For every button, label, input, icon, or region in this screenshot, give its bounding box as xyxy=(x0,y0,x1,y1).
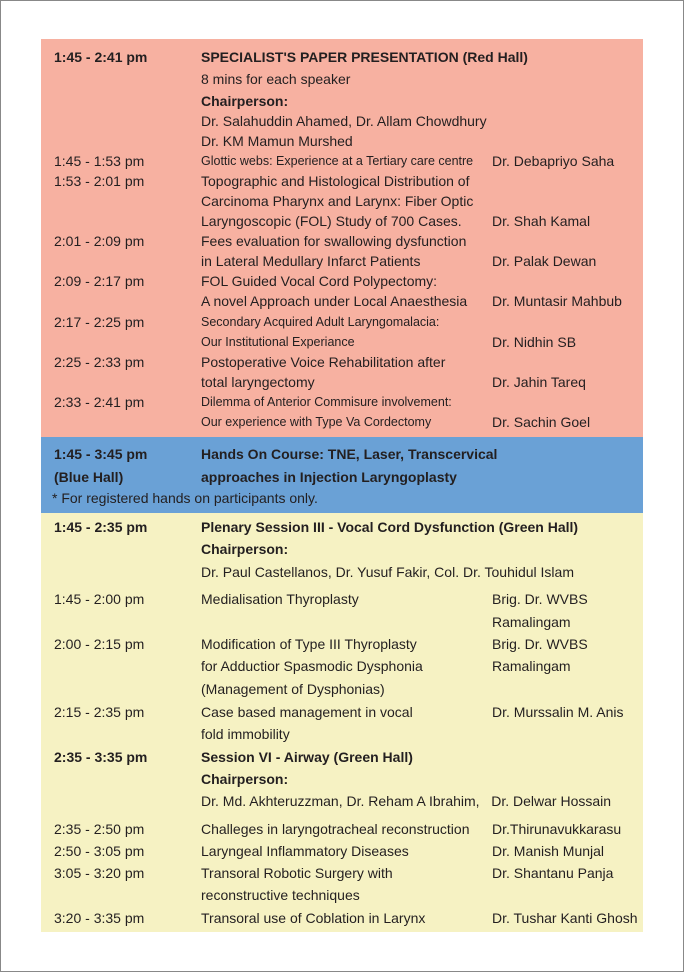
session-note: 8 mins for each speaker xyxy=(201,71,351,87)
green-hall-section xyxy=(41,513,643,932)
talk-time: 2:33 - 2:41 pm xyxy=(54,394,145,410)
talk-time: 1:45 - 1:53 pm xyxy=(54,153,145,169)
talk-speaker: Dr. Shah Kamal xyxy=(492,213,591,229)
talk-title: Transoral Robotic Surgery with xyxy=(201,865,393,881)
talk-speaker: Dr. Shantanu Panja xyxy=(492,865,614,881)
talk-time: 2:01 - 2:09 pm xyxy=(54,233,145,249)
talk-title: Modification of Type III Thyroplasty xyxy=(201,636,417,652)
session-title: Hands On Course: TNE, Laser, Transcervical xyxy=(201,446,498,462)
talk-title: Our experience with Type Va Cordectomy xyxy=(201,415,432,429)
talk-speaker: Dr. Manish Munjal xyxy=(492,843,605,859)
talk-speaker: Ramalingam xyxy=(492,658,571,674)
chairperson-names: Dr. Md. Akhteruzzman, Dr. Reham A Ibrahim, Dr. Delwar Hossain xyxy=(201,793,612,809)
talk-title: Transoral use of Coblation in Larynx xyxy=(201,910,426,926)
talk-time: 3:20 - 3:35 pm xyxy=(54,910,145,926)
talk-speaker: Dr.Thirunavukkarasu xyxy=(492,821,622,837)
talk-time: 2:25 - 2:33 pm xyxy=(54,354,145,370)
session-note: * For registered hands on participants only. xyxy=(52,490,318,506)
talk-time: 2:50 - 3:05 pm xyxy=(54,843,145,859)
talk-time: 3:05 - 3:20 pm xyxy=(54,865,145,881)
talk-title: Fees evaluation for swallowing dysfunction xyxy=(201,233,467,249)
talk-title: A novel Approach under Local Anaesthesia xyxy=(201,293,468,309)
talk-title: Challeges in laryngotracheal reconstruction xyxy=(201,821,470,837)
talk-speaker: Dr. Muntasir Mahbub xyxy=(492,293,622,309)
session-time: 1:45 - 2:35 pm xyxy=(54,519,148,535)
chairperson-label: Chairperson: xyxy=(201,771,289,787)
talk-title: FOL Guided Vocal Cord Polypectomy: xyxy=(201,273,438,289)
chairperson-label: Chairperson: xyxy=(201,93,289,109)
talk-title: Postoperative Voice Rehabilitation after xyxy=(201,354,446,370)
talk-title: reconstructive techniques xyxy=(201,887,360,903)
talk-speaker: Dr. Tushar Kanti Ghosh xyxy=(492,910,638,926)
talk-speaker: Dr. Palak Dewan xyxy=(492,253,597,269)
talk-title: Glottic webs: Experience at a Tertiary care centre xyxy=(201,154,474,168)
talk-title: Secondary Acquired Adult Laryngomalacia: xyxy=(201,315,440,329)
talk-title: Dilemma of Anterior Commisure involvement: xyxy=(201,395,452,409)
talk-time: 2:09 - 2:17 pm xyxy=(54,273,145,289)
talk-speaker: Brig. Dr. WVBS xyxy=(492,591,588,607)
talk-title: Topographic and Histological Distribution of xyxy=(201,173,470,189)
talk-title: (Management of Dysphonias) xyxy=(201,681,385,697)
talk-title: fold immobility xyxy=(201,726,290,742)
talk-speaker: Dr. Jahin Tareq xyxy=(492,374,586,390)
chairperson-label: Chairperson: xyxy=(201,541,289,557)
talk-title: in Lateral Medullary Infarct Patients xyxy=(201,253,421,269)
talk-title: Medialisation Thyroplasty xyxy=(201,591,359,607)
talk-title: Carcinoma Pharynx and Larynx: Fiber Optic xyxy=(201,193,474,209)
talk-speaker: Dr. Nidhin SB xyxy=(492,334,577,350)
session-title: Plenary Session III - Vocal Cord Dysfunction (Green Hall) xyxy=(201,519,579,535)
session-time: 1:45 - 3:45 pm xyxy=(54,446,148,462)
talk-title: for Adductior Spasmodic Dysphonia xyxy=(201,658,423,674)
specialist-paper-section xyxy=(41,39,643,437)
session-time: 2:35 - 3:35 pm xyxy=(54,749,148,765)
talk-speaker: Ramalingam xyxy=(492,614,571,630)
chairperson-names: Dr. Salahuddin Ahamed, Dr. Allam Chowdhury xyxy=(201,113,487,129)
talk-time: 2:35 - 2:50 pm xyxy=(54,821,145,837)
session-title: SPECIALIST'S PAPER PRESENTATION (Red Hall) xyxy=(201,49,528,65)
talk-time: 1:53 - 2:01 pm xyxy=(54,173,145,189)
talk-title: total laryngectomy xyxy=(201,374,315,390)
talk-title: Laryngeal Inflammatory Diseases xyxy=(201,843,409,859)
session-title: Session VI - Airway (Green Hall) xyxy=(201,749,413,765)
talk-speaker: Brig. Dr. WVBS xyxy=(492,636,588,652)
session-title: approaches in Injection Laryngoplasty xyxy=(201,469,457,485)
talk-title: Laryngoscopic (FOL) Study of 700 Cases. xyxy=(201,213,462,229)
talk-speaker: Dr. Murssalin M. Anis xyxy=(492,704,624,720)
talk-time: 2:00 - 2:15 pm xyxy=(54,636,145,652)
chairperson-names: Dr. Paul Castellanos, Dr. Yusuf Fakir, Col. Dr. Touhidul Islam xyxy=(201,564,574,580)
session-hall: (Blue Hall) xyxy=(54,469,124,485)
session-time: 1:45 - 2:41 pm xyxy=(54,49,148,65)
talk-time: 2:17 - 2:25 pm xyxy=(54,314,145,330)
talk-speaker: Dr. Sachin Goel xyxy=(492,414,591,430)
chairperson-names: Dr. KM Mamun Murshed xyxy=(201,133,353,149)
talk-speaker: Dr. Debapriyo Saha xyxy=(492,153,615,169)
talk-time: 2:15 - 2:35 pm xyxy=(54,704,145,720)
talk-title: Case based management in vocal xyxy=(201,704,413,720)
hands-on-course-section xyxy=(41,437,643,513)
talk-title: Our Institutional Experiance xyxy=(201,335,355,349)
talk-time: 1:45 - 2:00 pm xyxy=(54,591,145,607)
